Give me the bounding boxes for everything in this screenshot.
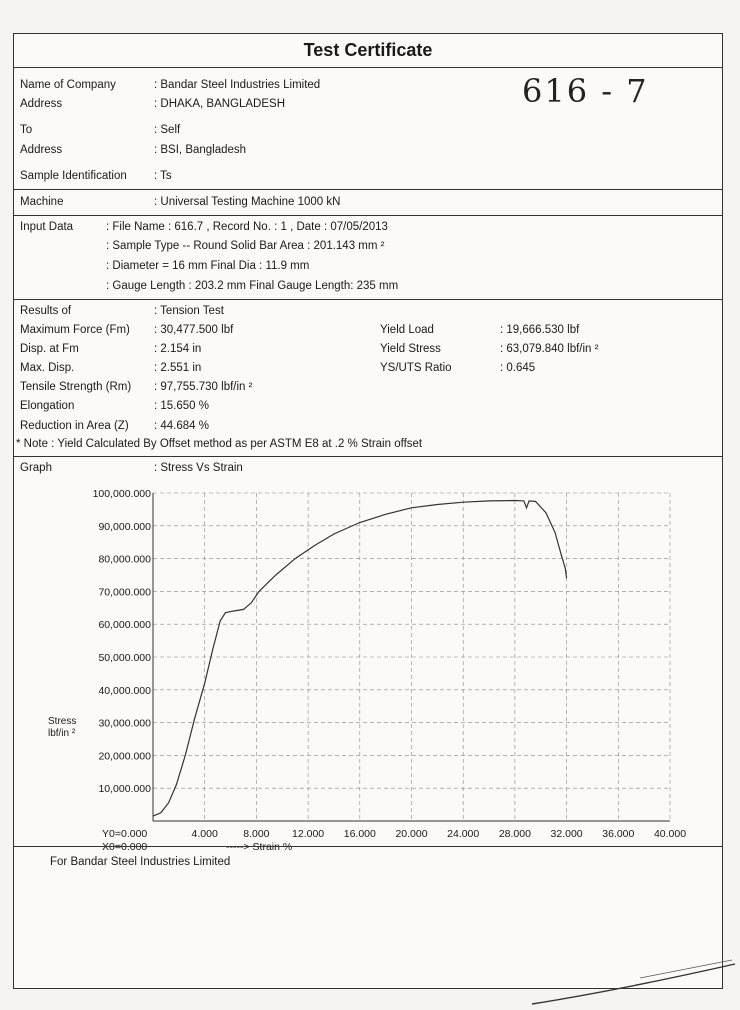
ys-uts-ratio-value: : 0.645 [500, 362, 536, 374]
max-disp-label: Max. Disp. [20, 362, 75, 374]
footer-signatory: For Bandar Steel Industries Limited [50, 856, 231, 868]
x-tick-label: 12.000 [292, 828, 325, 840]
y-tick-label: 40,000.000 [98, 684, 151, 697]
x-tick-label: 4.000 [191, 828, 218, 840]
x-tick-label: 40.000 [653, 828, 687, 840]
yield-stress-value: : 63,079.840 lbf/in ² [500, 343, 599, 355]
disp-at-fm-label: Disp. at Fm [20, 343, 79, 355]
x-tick-label: 8.000 [243, 828, 270, 840]
recipient-address-label: Address [20, 144, 63, 156]
graph-title: : Stress Vs Strain [154, 462, 243, 474]
reduction-area-label: Reduction in Area (Z) [20, 420, 129, 432]
company-address-label: Address [20, 98, 63, 110]
y-tick-label: 100,000.000 [92, 488, 151, 500]
input-data-label: Input Data [20, 221, 74, 233]
input-line-2: : Sample Type -- Round Solid Bar Area : 201.143 mm ² [106, 240, 385, 252]
elongation-value: : 15.650 % [154, 400, 209, 412]
y-tick-label: 90,000.000 [98, 520, 151, 533]
x-tick-label: 32.000 [550, 828, 583, 840]
sample-id-label: Sample Identification [20, 170, 127, 182]
yield-stress-label: Yield Stress [380, 343, 441, 355]
disp-at-fm-value: : 2.154 in [154, 343, 202, 355]
y-tick-label: 20,000.000 [98, 750, 151, 763]
reduction-area-value: : 44.684 % [154, 420, 209, 432]
y-tick-label: 30,000.000 [98, 717, 151, 730]
yield-note: * Note : Yield Calculated By Offset method as per ASTM E8 at .2 % Strain offset [16, 438, 423, 450]
company-name-label: Name of Company [20, 79, 116, 91]
x-tick-label: 28.000 [498, 828, 531, 840]
x0-label: X0=0.000 [102, 841, 148, 853]
y0-label: Y0=0.000 [102, 828, 148, 840]
results-label: Results of [20, 305, 72, 317]
elongation-label: Elongation [20, 400, 75, 412]
recipient-address-value: : BSI, Bangladesh [154, 144, 247, 156]
y-axis-label: Stress [48, 716, 77, 727]
input-line-1: : File Name : 616.7 , Record No. : 1 , Date : 07/05/2013 [106, 221, 388, 233]
max-disp-value: : 2.551 in [154, 362, 202, 374]
x-axis-label: -----> Strain % [226, 841, 293, 853]
tensile-strength-label: Tensile Strength (Rm) [20, 381, 132, 393]
y-tick-label: 80,000.000 [98, 553, 151, 566]
yield-load-value: : 19,666.530 lbf [500, 324, 580, 336]
ys-uts-ratio-label: YS/UTS Ratio [380, 362, 452, 374]
x-tick-label: 36.000 [602, 828, 635, 840]
sample-id-value: : Ts [154, 170, 172, 182]
to-value: : Self [154, 124, 181, 136]
company-name-value: : Bandar Steel Industries Limited [154, 79, 321, 91]
x-tick-label: 20.000 [395, 828, 428, 840]
y-axis-label: lbf/in ² [48, 728, 76, 739]
input-line-3: : Diameter = 16 mm Final Dia : 11.9 mm [106, 260, 310, 272]
certificate-title: Test Certificate [14, 34, 722, 68]
x-tick-label: 16.000 [343, 828, 376, 840]
tensile-strength-value: : 97,755.730 lbf/in ² [154, 381, 253, 393]
handwritten-note: 616 - 7 [522, 72, 649, 110]
graph-label: Graph [20, 462, 52, 474]
x-tick-label: 24.000 [447, 828, 480, 840]
y-tick-label: 70,000.000 [98, 586, 151, 599]
machine-label: Machine [20, 196, 64, 208]
input-line-4: : Gauge Length : 203.2 mm Final Gauge Length: 235 mm [106, 280, 399, 292]
y-tick-label: 50,000.000 [98, 652, 151, 664]
company-address-value: : DHAKA, BANGLADESH [154, 98, 286, 110]
y-tick-label: 60,000.000 [98, 619, 151, 632]
max-force-value: : 30,477.500 lbf [154, 324, 234, 336]
to-label: To [20, 124, 33, 136]
yield-load-label: Yield Load [380, 324, 434, 336]
y-tick-label: 10,000.000 [98, 783, 151, 796]
machine-value: : Universal Testing Machine 1000 kN [154, 196, 341, 208]
max-force-label: Maximum Force (Fm) [20, 324, 130, 336]
results-value: : Tension Test [154, 305, 224, 317]
